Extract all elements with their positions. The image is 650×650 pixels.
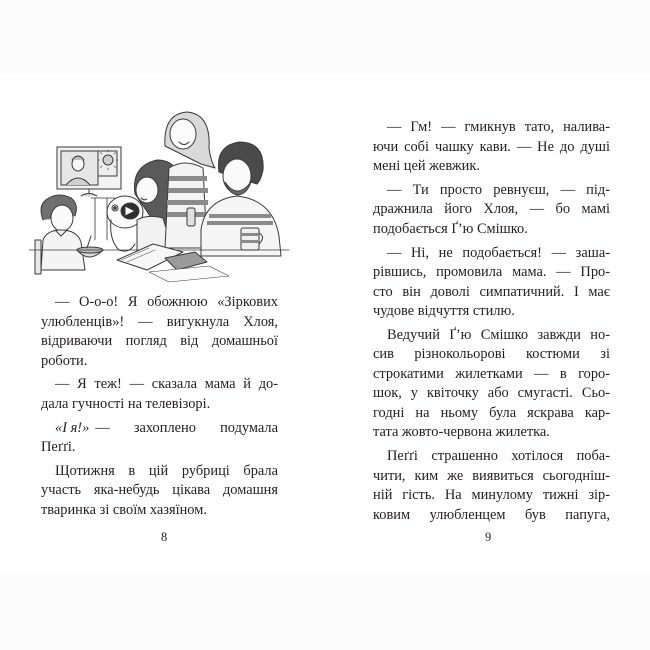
dad-figure <box>201 142 281 256</box>
text-line: годні на ньому була яскрава кар- <box>373 404 610 421</box>
text-line: тваринка зі своїм хазяїном. <box>41 501 207 518</box>
text-fragment: — захоплено подумала <box>95 419 278 436</box>
right-page <box>373 74 610 575</box>
girl-left-figure <box>35 195 85 274</box>
paragraph <box>41 293 278 371</box>
text-line: Щотижня в цій рубриці брала <box>55 462 278 479</box>
mug-icon <box>241 228 263 250</box>
bottom-margin-band <box>0 575 650 650</box>
left-page <box>41 74 278 575</box>
text-line: мені цей жевжик. <box>373 158 480 174</box>
text-line: чити, ким же виявиться сьогоднiш- <box>373 467 610 484</box>
paragraph <box>373 326 610 443</box>
peggy-thought: «І я!» <box>55 419 90 436</box>
left-page-text <box>41 293 278 525</box>
text-line: тата жовто-червона жилетка. <box>373 424 550 441</box>
family-kitchen-illustration <box>29 90 293 286</box>
paragraph <box>41 462 278 521</box>
top-margin-band <box>0 0 650 74</box>
text-line: відриваючи погляд від домашньої <box>41 333 278 349</box>
paragraph <box>373 244 610 322</box>
text-line: сто він доволі симпатичний. І має <box>373 283 610 300</box>
page-number: 8 <box>161 530 168 544</box>
text-line: ній гість. На минулому тижні зір- <box>373 487 610 504</box>
text-line: Ведучий Ґ’ю Смішко завжди но- <box>387 326 610 343</box>
text-line: шок, у квіточку або смугасті. Сьо- <box>373 385 610 402</box>
paragraph <box>41 375 278 414</box>
text-line: — Ні, не подобається! — заша- <box>387 244 610 261</box>
text-line: ючи собі чашку кави. — Не до душі <box>373 138 610 155</box>
text-line: роботи. <box>41 352 88 369</box>
paragraph <box>373 447 610 525</box>
text-line: участь яка-небудь цікава домашня <box>41 482 278 499</box>
right-page-text <box>373 118 610 529</box>
text-line: улюбленців»! — вигукнула Хлоя, <box>41 313 278 330</box>
text-line: — Я теж! — сказала мама й до- <box>55 376 278 393</box>
text-line: дражнила його Хлоя, — бо мамі <box>373 201 610 218</box>
text-line: — Ти просто ревнуєш, — під- <box>387 181 610 198</box>
text-line: — Гм! — гмикнув тато, налива- <box>387 119 610 135</box>
text-line: рівшись, промовила мама. — Про- <box>373 264 610 281</box>
page-number: 9 <box>485 530 492 544</box>
text-line: ковим улюбленцем був папуга, <box>373 506 610 523</box>
text-line: Пеґґі страшенно хотілося поба- <box>387 448 610 465</box>
text-line: строкатими жилетками — в горо- <box>373 365 610 382</box>
text-line: чудове відчуття стилю. <box>373 303 515 320</box>
paragraph <box>373 118 610 177</box>
text-line: подобається Ґ’ю Смішко. <box>373 220 528 237</box>
text-line <box>41 419 278 439</box>
text-line: Пеґґі. <box>41 439 76 456</box>
paragraph <box>373 181 610 240</box>
tv-icon <box>57 147 121 196</box>
text-line: дала гучності на телевізорі. <box>41 395 211 412</box>
text-line: — О-о-о! Я обожнюю «Зіркових <box>55 294 278 310</box>
paragraph <box>41 419 278 458</box>
book-spread <box>0 74 650 575</box>
text-line: сив різнокольорові костюми зі <box>373 346 610 363</box>
